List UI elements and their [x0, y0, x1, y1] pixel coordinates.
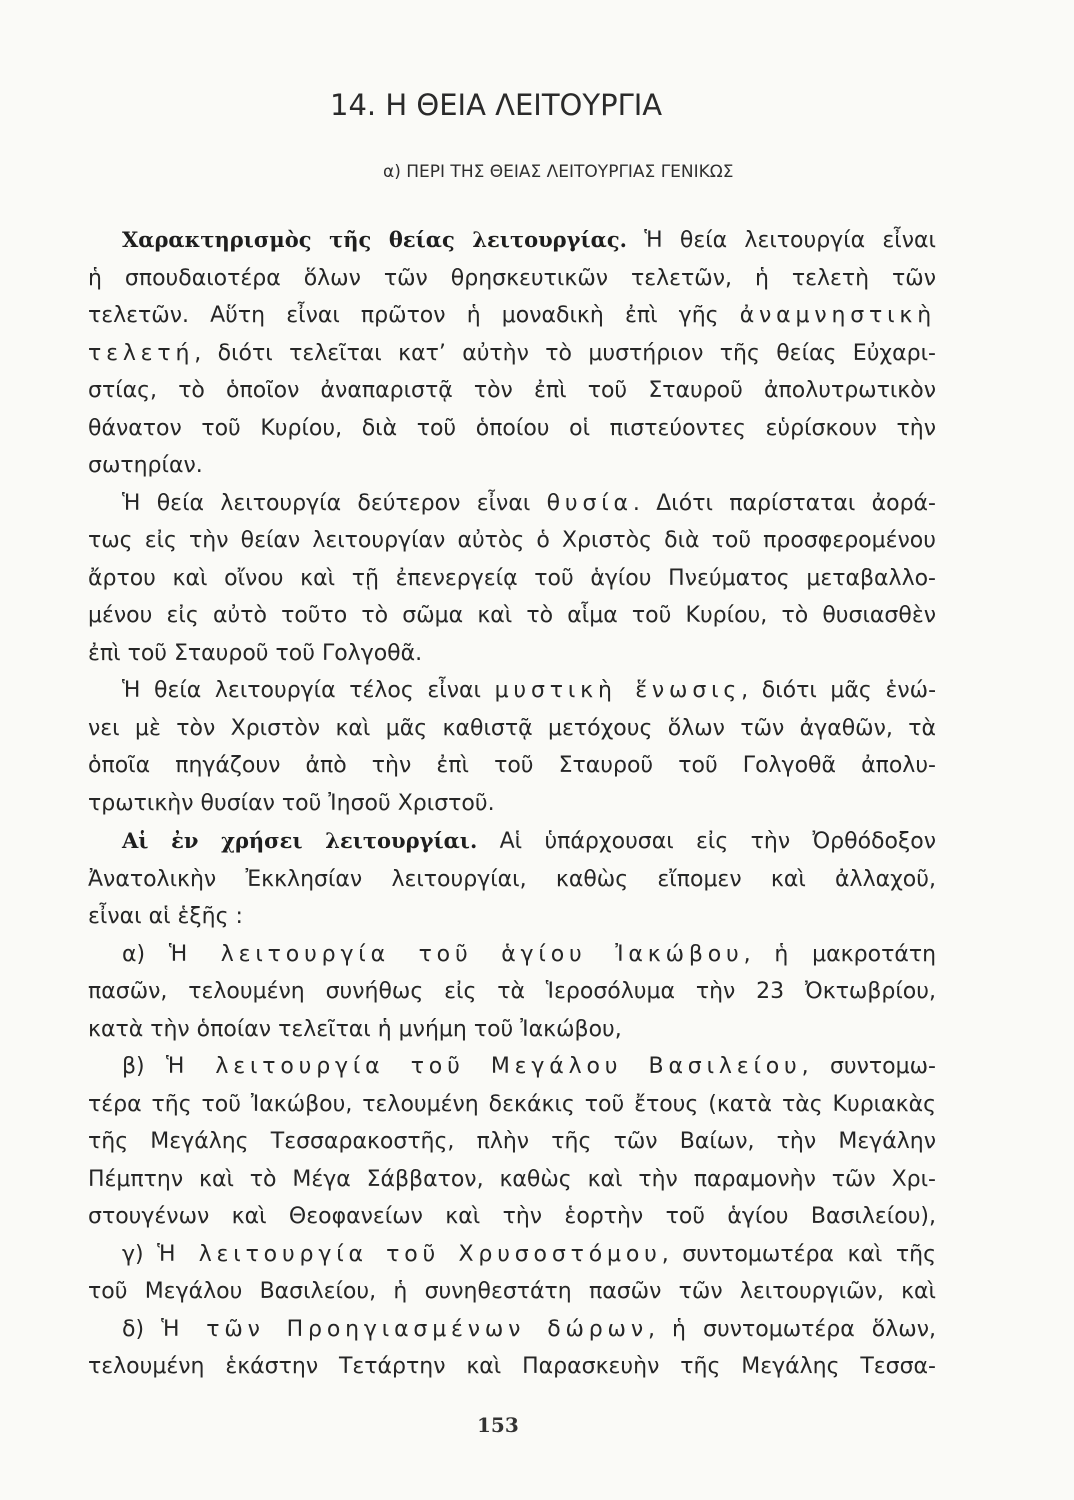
text-run: ὁποῖα πηγάζουν ἀπὸ τὴν ἐπὶ τοῦ Σταυροῦ τοῦ Γολγοθᾶ ἀπολυ-: [88, 753, 936, 778]
spaced-emphasis: τελετή: [88, 340, 195, 366]
text-run: ἄρτου καὶ οἴνου καὶ τῇ ἐπενεργείᾳ τοῦ ἁγίου Πνεύματος μεταβαλλο-: [88, 565, 936, 591]
page-number: 153: [477, 1413, 519, 1437]
text-run: ἐπὶ τοῦ Σταυροῦ τοῦ Γολγοθᾶ.: [88, 640, 423, 666]
text-line: [88, 973, 936, 1011]
text-line: [88, 710, 936, 748]
text-run: , συντομωτέρα καὶ τῆς: [661, 1241, 936, 1267]
text-run: , διότι μᾶς ἑνώ-: [741, 678, 937, 703]
run-in-heading: Αἱ ἐν χρήσει λειτουργίαι.: [122, 828, 478, 853]
text-line: [88, 522, 936, 560]
spaced-emphasis: θυσία: [546, 490, 633, 516]
text-run: Αἱ ὑπάρχουσαι εἰς τὴν Ὀρθόδοξον: [477, 829, 936, 854]
text-run: στουγένων καὶ Θεοφανείων καὶ τὴν ἑορτὴν τοῦ ἁγίου Βασιλείου),: [88, 1204, 936, 1229]
text-line: [88, 260, 936, 298]
list-marker: γ): [122, 1241, 158, 1267]
spaced-emphasis: ἀναμνηστικὴ: [739, 303, 936, 328]
text-run: τοῦ Μεγάλου Βασιλείου, ἡ συνηθεστάτη πασῶν τῶν λειτουργιῶν, καὶ: [88, 1279, 936, 1304]
spaced-emphasis: Ἡ λειτουργία τοῦ Μεγάλου Βασιλείου: [165, 1054, 802, 1079]
text-line: [88, 447, 936, 485]
text-run: ἡ σπουδαιοτέρα ὅλων τῶν θρησκευτικῶν τελετῶν, ἡ τελετὴ τῶν: [88, 265, 936, 291]
text-run: θάνατον τοῦ Κυρίου, διὰ τοῦ ὁποίου οἱ πιστεύοντες εὑρίσκουν τὴν: [88, 415, 936, 441]
text-run: Ἡ θεία λειτουργία δεύτερον εἶναι: [122, 490, 547, 516]
spaced-emphasis: Ἡ λειτουργία τοῦ Χρυσοστόμου: [157, 1241, 662, 1267]
list-marker: β): [122, 1054, 166, 1079]
text-run: τως εἰς τὴν θείαν λειτουργίαν αὐτὸς ὁ Χριστὸς διὰ τοῦ προσφερομένου: [88, 528, 936, 553]
text-line: [88, 597, 936, 635]
text-run: μένου εἰς αὐτὸ τοῦτο τὸ σῶμα καὶ τὸ αἷμα τοῦ Κυρίου, τὸ θυσιασθὲν: [88, 603, 936, 628]
text-run: . Διότι παρίσταται ἀορά-: [632, 490, 936, 516]
text-line: [88, 1348, 936, 1386]
text-line: [88, 1161, 936, 1199]
spaced-emphasis: Ἡ λειτουργία τοῦ ἁγίου Ἰακώβου: [168, 941, 744, 967]
text-run: , ἡ μακροτάτη: [743, 941, 937, 967]
list-marker: δ): [122, 1316, 162, 1342]
text-line: [88, 485, 936, 523]
body-text: [88, 221, 936, 1386]
text-run: νει μὲ τὸν Χριστὸν καὶ μᾶς καθιστᾷ μετόχους ὅλων τῶν ἀγαθῶν, τὰ: [88, 715, 936, 741]
text-line: [88, 1086, 936, 1124]
text-run: τελετῶν. Αὕτη εἶναι πρῶτον ἡ μοναδικὴ ἐπὶ γῆς: [88, 303, 740, 328]
list-item-line: [88, 1311, 936, 1349]
text-run: , ἡ συντομωτέρα ὅλων,: [647, 1316, 936, 1342]
text-run: Πέμπτην καὶ τὸ Μέγα Σάββατον, καθὼς καὶ τὴν παραμονὴν τῶν Χρι-: [88, 1166, 936, 1192]
text-line: [88, 1123, 936, 1161]
list-marker: α): [122, 941, 169, 967]
text-line: [88, 861, 936, 899]
text-run: Ἀνατολικὴν Ἐκκλησίαν λειτουργίαι, καθὼς εἴπομεν καὶ ἀλλαχοῦ,: [88, 866, 936, 892]
text-line: [88, 1198, 936, 1236]
text-line: [88, 410, 936, 448]
text-run: στίας, τὸ ὁποῖον ἀναπαριστᾷ τὸν ἐπὶ τοῦ Σταυροῦ ἀπολυτρωτικὸν: [88, 378, 936, 403]
text-line: [88, 747, 936, 785]
text-line: [88, 560, 936, 598]
text-line: [88, 672, 936, 710]
text-line: [88, 822, 936, 861]
text-run: τέρα τῆς τοῦ Ἰακώβου, τελουμένη δεκάκις τοῦ ἔτους (κατὰ τὰς Κυριακὰς: [88, 1091, 936, 1117]
section-title: α) ΠΕΡΙ ΤΗΣ ΘΕΙΑΣ ΛΕΙΤΟΥΡΓΙΑΣ ΓΕΝΙΚΩΣ: [383, 162, 734, 182]
text-run: , συντομω-: [801, 1054, 936, 1079]
text-line: [88, 335, 936, 373]
text-line: [88, 297, 936, 335]
text-run: τῆς Μεγάλης Τεσσαρακοστῆς, πλὴν τῆς τῶν Βαίων, τὴν Μεγάλην: [88, 1129, 936, 1154]
text-line: [88, 221, 936, 260]
text-run: πασῶν, τελουμένη συνήθως εἰς τὰ Ἱεροσόλυμα τὴν 23 Ὀκτωβρίου,: [88, 979, 936, 1004]
text-line: [88, 898, 936, 936]
text-run: τρωτικὴν θυσίαν τοῦ Ἰησοῦ Χριστοῦ.: [88, 790, 495, 816]
text-line: [88, 372, 936, 410]
text-line: [88, 785, 936, 823]
list-item-line: [88, 1048, 936, 1086]
text-run: εἶναι αἱ ἑξῆς :: [88, 904, 243, 929]
text-line: [88, 1273, 936, 1311]
text-run: Ἡ θεία λειτουργία τέλος εἶναι: [122, 678, 495, 703]
text-run: Ἡ θεία λειτουργία εἶναι: [626, 228, 936, 253]
text-run: σωτηρίαν.: [88, 453, 203, 478]
list-item-line: [88, 936, 936, 974]
run-in-heading: Χαρακτηρισμὸς τῆς θείας λειτουργίας.: [122, 227, 627, 252]
text-line: [88, 1011, 936, 1049]
text-line: [88, 635, 936, 673]
spaced-emphasis: μυστικὴ ἕνωσις: [494, 678, 742, 703]
chapter-title: 14. Η ΘΕΙΑ ΛΕΙΤΟΥΡΓΙΑ: [330, 88, 663, 122]
text-run: κατὰ τὴν ὁποίαν τελεῖται ἡ μνήμη τοῦ Ἰακώβου,: [88, 1016, 622, 1042]
text-run: , διότι τελεῖται κατ’ αὐτὴν τὸ μυστήριον τῆς θείας Εὐχαρι-: [194, 340, 936, 366]
spaced-emphasis: Ἡ τῶν Προηγιασμένων δώρων: [161, 1316, 648, 1342]
list-item-line: [88, 1236, 936, 1274]
text-run: τελουμένη ἑκάστην Τετάρτην καὶ Παρασκευὴν τῆς Μεγάλης Τεσσα-: [88, 1354, 936, 1379]
